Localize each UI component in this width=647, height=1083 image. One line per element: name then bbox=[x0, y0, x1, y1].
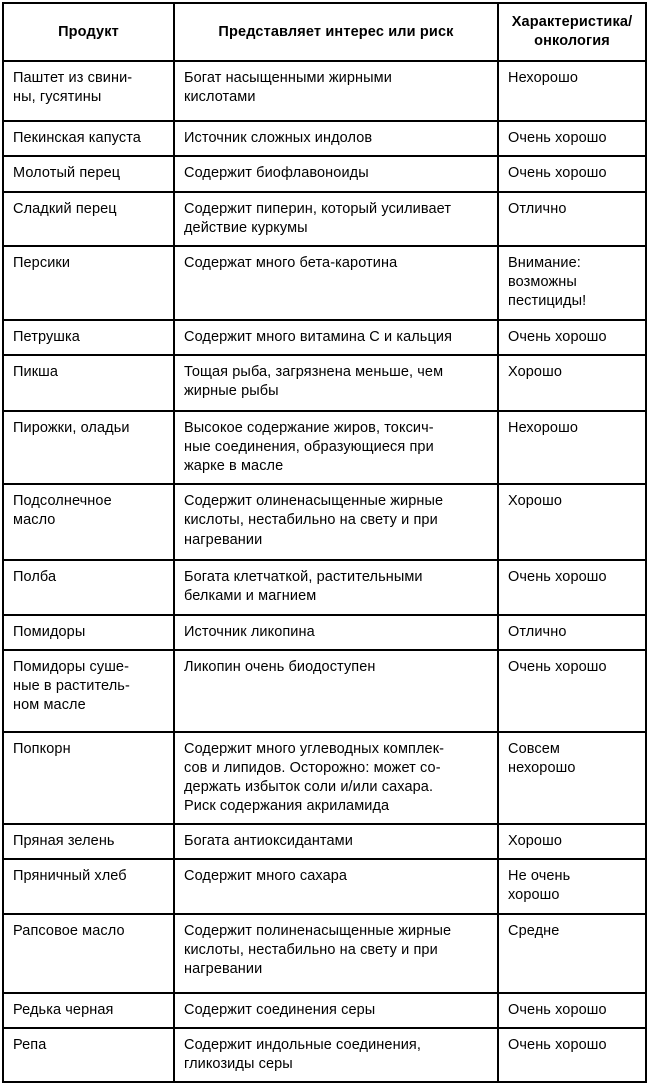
table-row bbox=[3, 121, 646, 156]
cell-line: масло bbox=[13, 512, 56, 529]
cell-product bbox=[3, 61, 174, 121]
food-table-container bbox=[0, 2, 647, 1072]
table-row bbox=[3, 355, 646, 411]
cell-oncology bbox=[498, 246, 646, 320]
table-row bbox=[3, 320, 646, 355]
cell-interest bbox=[174, 859, 498, 913]
cell-line: кислоты, нестабильно на свету и при bbox=[184, 941, 438, 958]
cell-oncology bbox=[498, 156, 646, 191]
cell-line: Хорошо bbox=[508, 493, 562, 510]
cell-line: жарке в масле bbox=[184, 458, 284, 475]
cell-line: Содержит пиперин, который усиливает bbox=[184, 200, 452, 217]
table-row bbox=[3, 192, 646, 246]
cell-interest bbox=[174, 355, 498, 411]
cell-interest bbox=[174, 615, 498, 650]
column-header-product: Продукт bbox=[3, 3, 174, 61]
cell-line: Внимание: bbox=[508, 254, 581, 271]
cell-line: Очень хорошо bbox=[508, 1001, 607, 1018]
cell-product bbox=[3, 650, 174, 732]
table-row bbox=[3, 1028, 646, 1082]
cell-line: Очень хорошо bbox=[508, 130, 607, 147]
cell-line: Помидоры суше- bbox=[13, 658, 130, 675]
cell-oncology bbox=[498, 192, 646, 246]
cell-product bbox=[3, 121, 174, 156]
cell-line: держать избыток соли и/или сахара. bbox=[184, 778, 434, 795]
cell-interest bbox=[174, 484, 498, 560]
table-row bbox=[3, 650, 646, 732]
cell-line: нагревании bbox=[184, 531, 263, 548]
cell-line: Содержат много бета-каротина bbox=[184, 254, 398, 271]
cell-line: Персики bbox=[13, 254, 71, 271]
cell-interest bbox=[174, 993, 498, 1028]
cell-interest bbox=[174, 121, 498, 156]
cell-line: Не очень bbox=[508, 868, 571, 885]
cell-product bbox=[3, 411, 174, 484]
cell-product bbox=[3, 355, 174, 411]
cell-oncology bbox=[498, 650, 646, 732]
header-row bbox=[3, 3, 646, 61]
cell-line: Источник сложных индолов bbox=[184, 130, 373, 147]
cell-line: Пекинская капуста bbox=[13, 130, 141, 147]
cell-line: Содержит полиненасыщенные жирные bbox=[184, 922, 452, 939]
table-row bbox=[3, 560, 646, 614]
cell-line: Ликопин очень биодоступен bbox=[184, 658, 376, 675]
column-header-oncology bbox=[498, 3, 646, 61]
cell-line: Содержит много витамина С и кальция bbox=[184, 328, 453, 345]
cell-oncology bbox=[498, 615, 646, 650]
cell-line: возможны bbox=[508, 273, 577, 290]
cell-line: ны, гусятины bbox=[13, 89, 102, 106]
cell-oncology bbox=[498, 560, 646, 614]
cell-line: Пряничный хлеб bbox=[13, 868, 127, 885]
cell-line: Совсем bbox=[508, 740, 560, 757]
cell-interest bbox=[174, 914, 498, 993]
table-row bbox=[3, 859, 646, 913]
cell-line: действие куркумы bbox=[184, 219, 308, 236]
cell-line: Полба bbox=[13, 569, 57, 586]
cell-oncology bbox=[498, 320, 646, 355]
cell-oncology bbox=[498, 993, 646, 1028]
table-body bbox=[3, 61, 646, 1082]
cell-product bbox=[3, 320, 174, 355]
cell-line: ные соединения, образующиеся при bbox=[184, 439, 434, 455]
cell-oncology bbox=[498, 484, 646, 560]
cell-line: Попкорн bbox=[13, 740, 71, 757]
table-row bbox=[3, 156, 646, 191]
cell-line: Содержит много углеводных комплек- bbox=[184, 740, 445, 757]
food-characteristics-table bbox=[2, 2, 647, 1083]
cell-line: Средне bbox=[508, 922, 560, 939]
cell-line: нехорошо bbox=[508, 759, 576, 776]
cell-product bbox=[3, 732, 174, 825]
cell-line: Хорошо bbox=[508, 363, 562, 380]
cell-product bbox=[3, 484, 174, 560]
table-row bbox=[3, 615, 646, 650]
cell-oncology bbox=[498, 355, 646, 411]
table-row bbox=[3, 993, 646, 1028]
cell-line: Риск содержания акриламида bbox=[184, 798, 390, 814]
table-row bbox=[3, 824, 646, 859]
cell-line: сов и липидов. Осторожно: может со- bbox=[184, 759, 441, 776]
cell-line: белками и магнием bbox=[184, 588, 317, 605]
cell-line: Источник ликопина bbox=[184, 623, 315, 640]
table-row bbox=[3, 246, 646, 320]
cell-line: Паштет из свини- bbox=[13, 70, 133, 87]
cell-line: жирные рыбы bbox=[184, 383, 279, 399]
column-header-oncology-line2: онкология bbox=[534, 33, 610, 50]
table-row bbox=[3, 732, 646, 825]
cell-line: Очень хорошо bbox=[508, 328, 607, 345]
cell-line: Очень хорошо bbox=[508, 569, 607, 586]
cell-interest bbox=[174, 411, 498, 484]
table-row bbox=[3, 61, 646, 121]
cell-line: Редька черная bbox=[13, 1001, 114, 1018]
cell-line: Отлично bbox=[508, 200, 567, 217]
cell-product bbox=[3, 192, 174, 246]
cell-line: пестициды! bbox=[508, 293, 587, 309]
cell-line: Содержит олиненасыщенные жирные bbox=[184, 493, 444, 510]
cell-interest bbox=[174, 61, 498, 121]
cell-line: Богата клетчаткой, растительными bbox=[184, 569, 423, 586]
cell-line: Хорошо bbox=[508, 833, 562, 850]
cell-oncology bbox=[498, 732, 646, 825]
column-header-oncology-line1: Характеристика/ bbox=[511, 14, 633, 30]
cell-product bbox=[3, 156, 174, 191]
cell-interest bbox=[174, 560, 498, 614]
table-row bbox=[3, 411, 646, 484]
cell-line: Содержит биофлавоноиды bbox=[184, 165, 369, 182]
cell-line: Молотый перец bbox=[13, 165, 121, 182]
cell-line: кислотами bbox=[184, 89, 256, 106]
cell-interest bbox=[174, 1028, 498, 1082]
cell-interest bbox=[174, 732, 498, 825]
cell-line: ном масле bbox=[13, 696, 86, 713]
cell-line: Пирожки, оладьи bbox=[13, 419, 130, 436]
cell-oncology bbox=[498, 824, 646, 859]
cell-line: Содержит индольные соединения, bbox=[184, 1036, 421, 1053]
cell-line: хорошо bbox=[508, 887, 560, 904]
cell-oncology bbox=[498, 859, 646, 913]
cell-line: Подсолнечное bbox=[13, 493, 112, 510]
cell-line: нагревании bbox=[184, 960, 263, 977]
column-header-interest: Представляет интерес или риск bbox=[174, 3, 498, 61]
cell-line: Содержит много сахара bbox=[184, 868, 348, 885]
cell-oncology bbox=[498, 411, 646, 484]
cell-line: кислоты, нестабильно на свету и при bbox=[184, 512, 438, 529]
cell-interest bbox=[174, 192, 498, 246]
cell-product bbox=[3, 859, 174, 913]
cell-interest bbox=[174, 156, 498, 191]
cell-product bbox=[3, 615, 174, 650]
cell-product bbox=[3, 246, 174, 320]
cell-interest bbox=[174, 320, 498, 355]
cell-line: Очень хорошо bbox=[508, 165, 607, 182]
cell-oncology bbox=[498, 1028, 646, 1082]
cell-line: Репа bbox=[13, 1036, 47, 1053]
cell-line: Сладкий перец bbox=[13, 200, 117, 217]
cell-line: Петрушка bbox=[13, 328, 80, 345]
cell-line: Рапсовое масло bbox=[13, 922, 125, 939]
cell-interest bbox=[174, 246, 498, 320]
cell-oncology bbox=[498, 61, 646, 121]
cell-line: Содержит соединения серы bbox=[184, 1001, 376, 1018]
cell-line: гликозиды серы bbox=[184, 1055, 293, 1072]
table-header bbox=[3, 3, 646, 61]
cell-oncology bbox=[498, 914, 646, 993]
cell-product bbox=[3, 914, 174, 993]
cell-line: Нехорошо bbox=[508, 70, 578, 87]
cell-line: ные в раститель- bbox=[13, 677, 130, 694]
cell-line: Богат насыщенными жирными bbox=[184, 70, 392, 87]
cell-oncology bbox=[498, 121, 646, 156]
cell-line: Очень хорошо bbox=[508, 1036, 607, 1053]
cell-line: Пикша bbox=[13, 363, 59, 380]
cell-product bbox=[3, 560, 174, 614]
cell-line: Помидоры bbox=[13, 623, 86, 640]
cell-product bbox=[3, 993, 174, 1028]
cell-interest bbox=[174, 650, 498, 732]
cell-line: Тощая рыба, загрязнена меньше, чем bbox=[184, 363, 444, 380]
cell-line: Отлично bbox=[508, 623, 567, 640]
cell-line: Пряная зелень bbox=[13, 833, 115, 850]
cell-line: Высокое содержание жиров, токсич- bbox=[184, 419, 434, 436]
table-row bbox=[3, 914, 646, 993]
cell-line: Богата антиоксидантами bbox=[184, 833, 353, 850]
cell-product bbox=[3, 1028, 174, 1082]
cell-interest bbox=[174, 824, 498, 859]
cell-product bbox=[3, 824, 174, 859]
table-row bbox=[3, 484, 646, 560]
cell-line: Нехорошо bbox=[508, 419, 578, 436]
cell-line: Очень хорошо bbox=[508, 658, 607, 675]
